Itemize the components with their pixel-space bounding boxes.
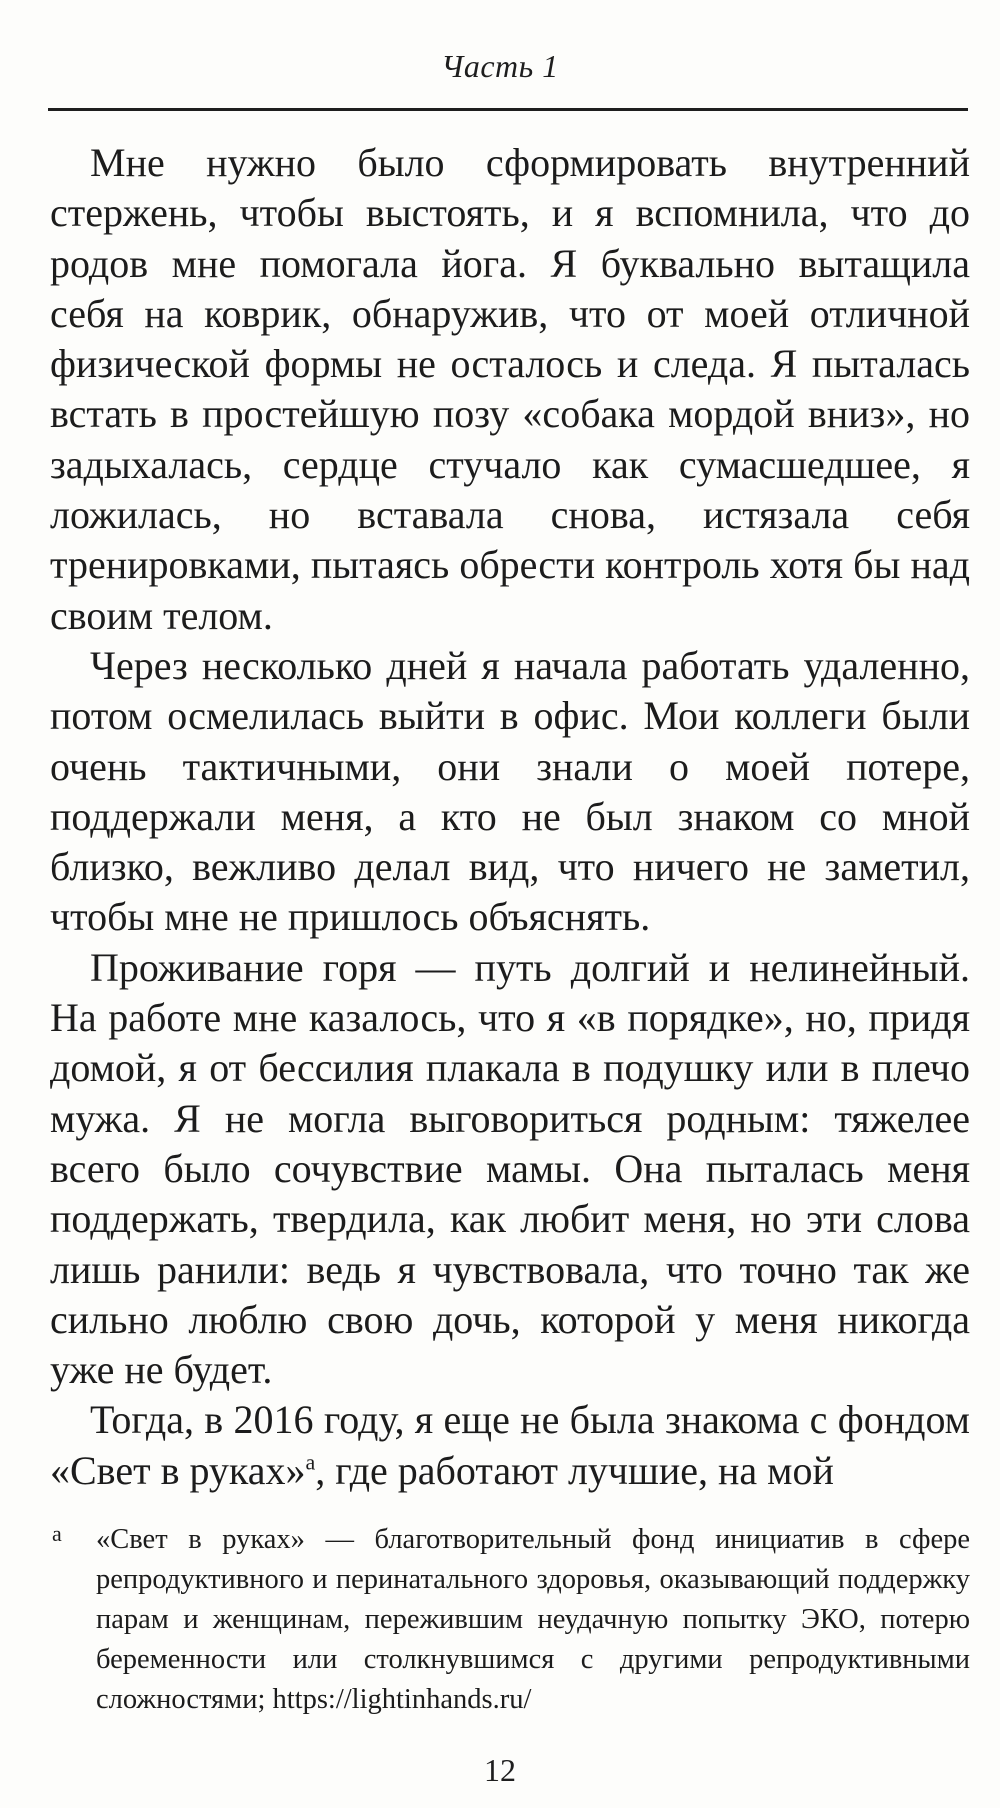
footnote-text: «Свет в руках» — благотворительный фонд инициатив в сфере репродуктивного и перинатального здоровья, оказывающий поддержку парам и женщинам, пережившим неудачную попытку ЭКО, потерю беременности или столкнувшимся с другими репродуктивными сложностями; https://lightinhands.ru/ <box>96 1524 970 1715</box>
running-head: Часть 1 <box>441 48 559 84</box>
paragraph-4 <box>50 1395 970 1496</box>
paragraph-1: Мне нужно было сформировать внутренний стержень, чтобы выстоять, и я вспомнила, что до родов мне помогала йога. Я буквально вытащила себя на коврик, обнаружив, что от моей отличной физической формы не осталось и следа. Я пыталась встать в простейшую позу «собака мордой вниз», но задыхалась, сердце стучало как сумасшедшее, я ложилась, но вставала снова, истязала себя тренировками, пытаясь обрести контроль хотя бы над своим телом. <box>50 140 970 638</box>
footnote-mark: а <box>52 1521 62 1546</box>
paragraph-2: Через несколько дней я начала работать удаленно, потом осмелилась выйти в офис. Мои коллеги были очень тактичными, они знали о моей потере, поддержали меня, а кто не был знаком со мной близко, вежливо делал вид, что ничего не заметил, чтобы мне не пришлось объяснять. <box>50 642 970 940</box>
paragraph-3: Проживание горя — путь долгий и нелинейный. На работе мне казалось, что я «в порядке», но, придя домой, я от бессилия плакала в подушку или в плечо мужа. Я не могла выговориться родным: тяжелее всего было сочувствие мамы. Она пыталась меня поддержать, твердила, как любит меня, но эти слова лишь ранили: ведь я чувствовала, что точно так же сильно люблю свою дочь, которой у меня никогда уже не будет. <box>50 944 970 1393</box>
header-rule <box>48 108 968 111</box>
footnote <box>50 1520 970 1720</box>
body-text <box>50 138 970 1496</box>
paragraph-4-text-start: Тогда, в 2016 году, я еще не была знакома с фондом «Свет в руках» <box>50 1397 970 1493</box>
footnote-reference: а <box>305 1449 316 1475</box>
paragraph-4-text-end: , где работают лучшие, на мой <box>315 1447 834 1493</box>
page-number: 12 <box>484 1752 516 1788</box>
